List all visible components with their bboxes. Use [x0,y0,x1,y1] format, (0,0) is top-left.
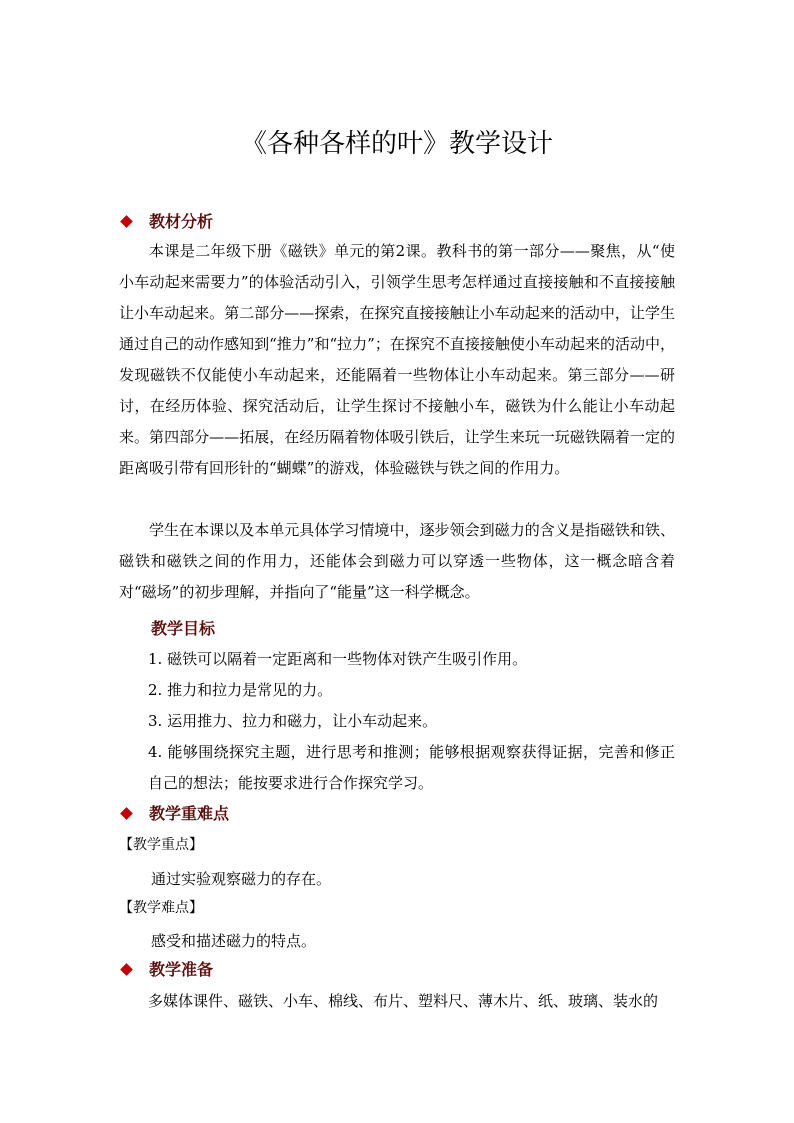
difficulty-text: 感受和描述磁力的特点。 [151,932,317,950]
analysis-paragraph-2: 学生在本课以及本单元具体学习情境中，逐步领会到磁力的含义是指磁铁和铁、磁铁和磁铁之间的作用力，还能体会到磁力可以穿透一些物体，这一概念暗含着对“磁场”的初步理解，并指向了“能量”这一科学概念。 [119,521,675,601]
focus-label: 【教学重点】 [119,837,203,853]
section-heading-text: 教学重难点 [149,804,230,823]
diamond-bullet-icon [120,215,133,228]
analysis-paragraph-1: 本课是二年级下册《磁铁》单元的第2课。教科书的第一部分——聚焦，从“使小车动起来需要力”的体验活动引入，引领学生思考怎样通过直接接触和不直接接触让小车动起来。第二部分——探索，在探究直接接触让小车动起来的活动中，让学生通过自己的动作感知到“推力”和“拉力”；在探究不直接接触使小车动起来的活动中，发现磁铁不仅能使小车动起来，还能隔着一些物体让小车动起来。第三部分——研讨，在经历体验、探究活动后，让学生探讨不接触小车，磁铁为什么能让小车动起来。第四部分——拓展，在经历隔着物体吸引铁后，让学生来玩一玩磁铁隔着一定的距离吸引带有回形针的“蝴蝶”的游戏，体验磁铁与铁之间的作用力。 [119,242,675,477]
difficulty-label: 【教学难点】 [119,900,203,916]
section-heading-text: 教材分析 [149,212,214,231]
document-title: 《各种各样的叶》教学设计 [240,129,553,159]
goal-item: 1. 磁铁可以隔着一定距离和一些物体对铁产生吸引作用。 [148,650,528,668]
goal-item: 3. 运用推力、拉力和磁力，让小车动起来。 [148,712,438,730]
diamond-bullet-icon [120,807,133,820]
goal-item: 4. 能够围绕探究主题，进行思考和推测；能够根据观察获得证据，完善和修正自己的想法；能按要求进行合作探究学习。 [148,743,675,792]
preparation-text: 多媒体课件、磁铁、小车、棉线、布片、塑料尺、薄木片、纸、玻璃、装水的 [148,992,659,1010]
diamond-bullet-icon [120,963,133,976]
section-heading-text: 教学准备 [149,960,214,979]
focus-text: 通过实验观察磁力的存在。 [151,870,332,888]
goal-item: 2. 推力和拉力是常见的力。 [148,681,333,699]
section-heading-goals: 教学目标 [151,619,216,638]
